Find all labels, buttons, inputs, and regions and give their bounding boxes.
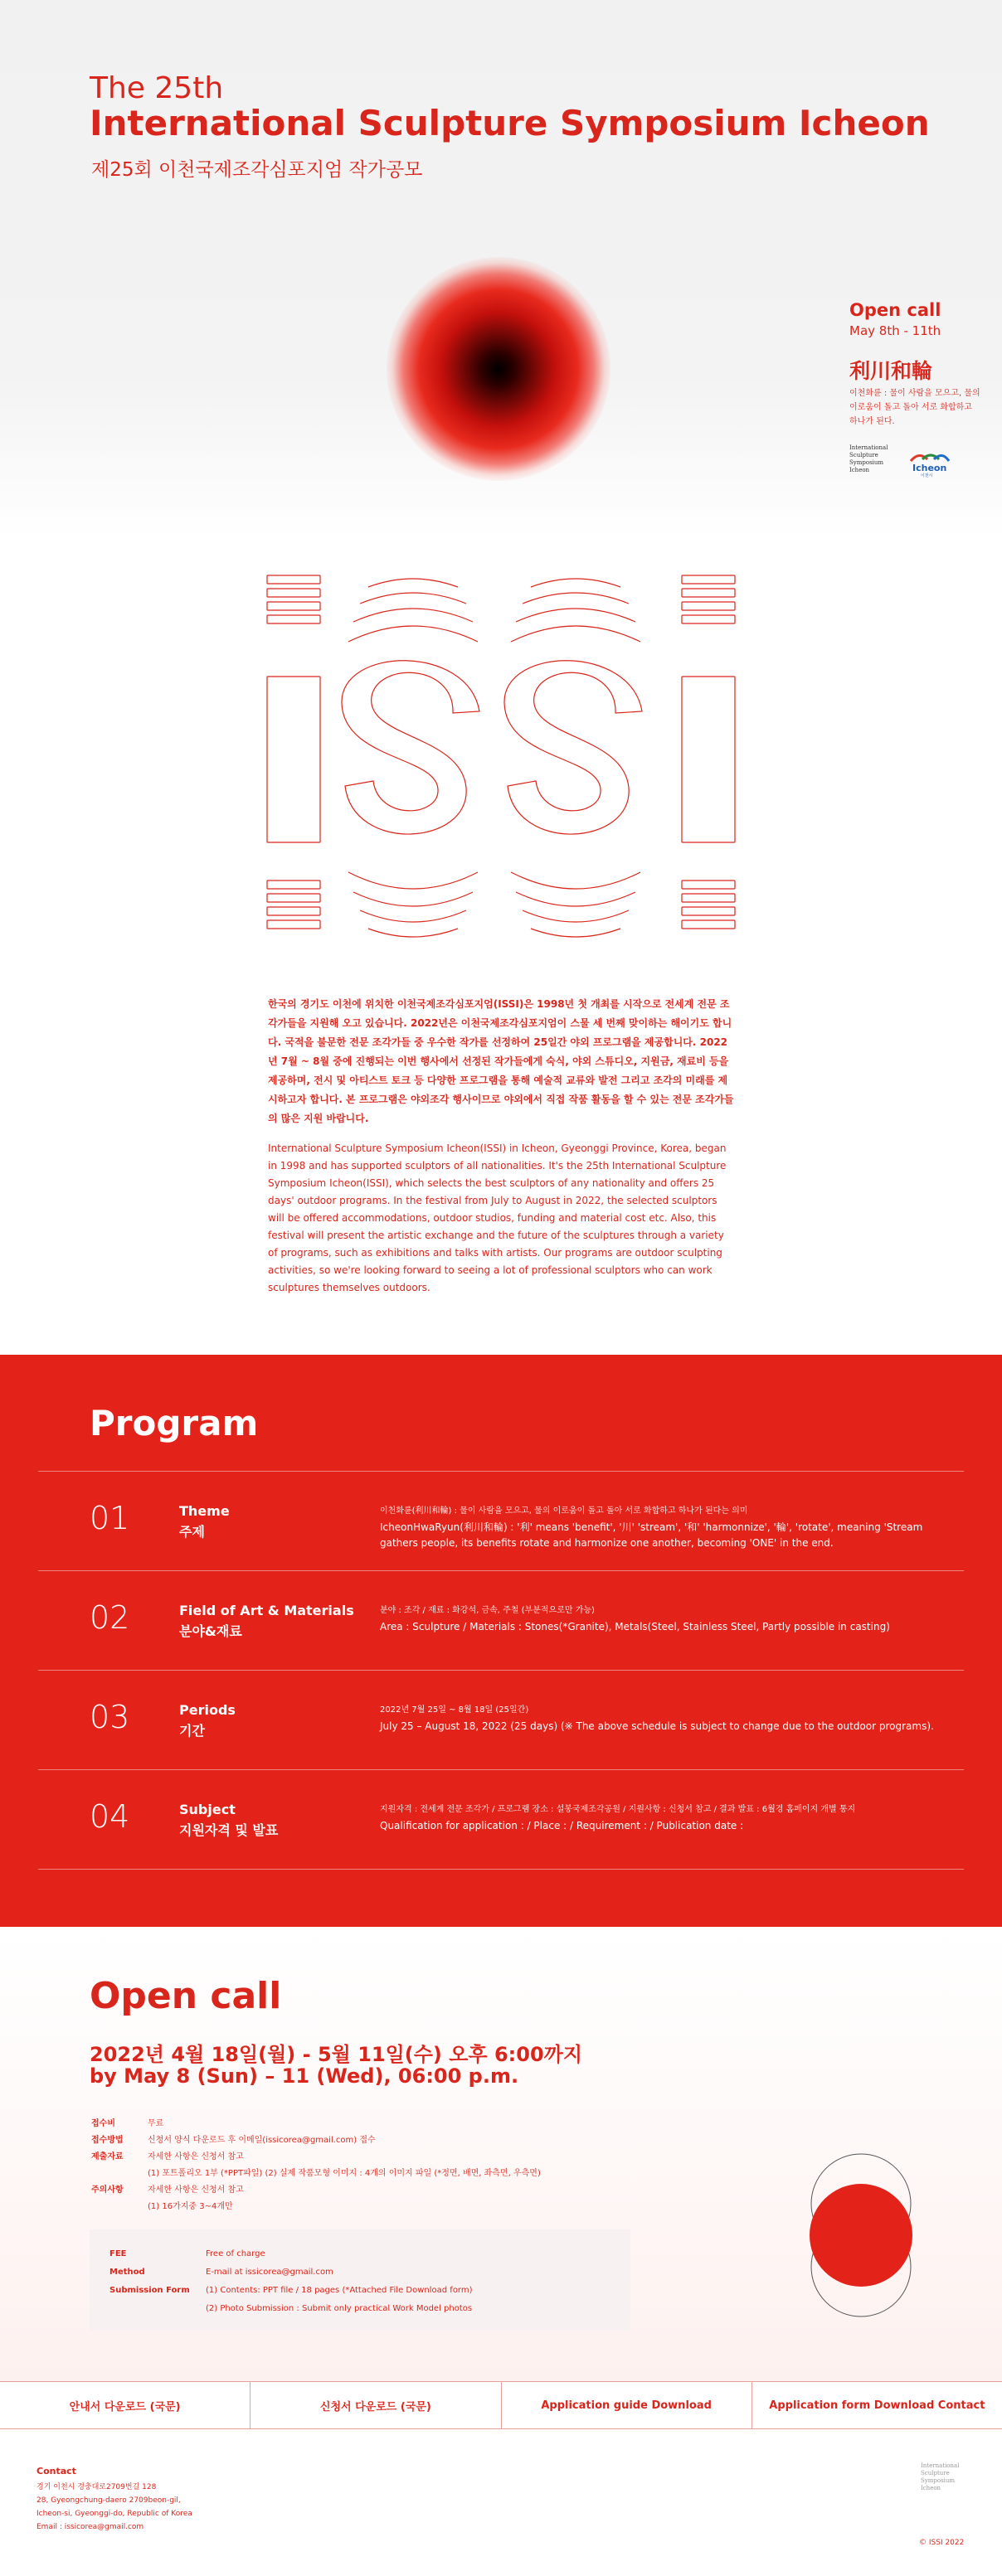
program-desc-ko: 분야 : 조각 / 재료 : 화강석, 금속, 주철 (부분적으로만 가능) (380, 1606, 595, 1615)
program-row-subject (38, 1769, 964, 1869)
info-value: 무료 (148, 2119, 164, 2128)
fee-value: Free of charge (206, 2249, 265, 2258)
issi-graphic-section (0, 539, 1002, 970)
info-value: (1) 포트폴리오 1부 (*PPT파일) (2) 실제 작품모형 이미지 : 4개의 이미지 파일 (*정면, 배면, 좌측면, 우측면) (148, 2169, 541, 2178)
hero-hanja-theme: 利川和輪 (849, 359, 933, 383)
program-desc-ko: 2022년 7월 25일 ~ 8월 18일 (25일간) (380, 1705, 529, 1715)
submission-form-value-2: (2) Photo Submission : Submit only practical Work Model photos (206, 2304, 473, 2313)
application-guide-download-link[interactable]: Application guide Download (502, 2382, 752, 2428)
sun-rings-icon (803, 2152, 919, 2318)
contact-address (36, 2481, 192, 2534)
program-desc-en: IcheonHwaRyun(利川和輪) : '利' means 'benefit', '川' 'stream', '和' 'harmonnize', '輪', 'rotate', meaning 'Stream gathers people, its benefits rotate and harmonize one another, becoming 'ONE' in the end. (380, 1521, 923, 1549)
issi-lettering-icon (262, 572, 740, 947)
form-download-korean-link[interactable]: 신청서 다운로드 (국문) (250, 2382, 501, 2428)
submission-form-value: (1) Contents: PPT file / 18 pages (*Attached File Download form) (206, 2286, 473, 2295)
program-title-ko: 주제 (179, 1524, 205, 1540)
info-value: 신청서 양식 다운로드 후 이메일(issicorea@gmail.com) 접수 (148, 2136, 376, 2145)
info-label: 접수방법 (91, 2136, 124, 2145)
program-row-periods (38, 1670, 964, 1769)
contact-email: Email : issicorea@gmail.com (36, 2523, 144, 2531)
address-korean: 경기 이천시 경충대로2709번길 128 (36, 2483, 157, 2491)
program-number: 01 (90, 1500, 130, 1536)
hero-title-edition: The 25th (90, 71, 224, 105)
open-call-date-korean: 2022년 4월 18일(월) - 5월 11일(수) 오후 6:00까지 (90, 2043, 583, 2066)
program-number: 03 (90, 1699, 130, 1735)
guide-download-korean-link[interactable]: 안내서 다운로드 (국문) (0, 2382, 250, 2428)
program-desc-en: Qualification for application : / Place : / Requirement : / Publication date : (380, 1820, 744, 1831)
program-section (0, 1355, 1002, 1927)
about-korean: 한국의 경기도 이천에 위치한 이천국제조각심포지엄(ISSI)은 1998년 첫 개최를 시작으로 전세계 전문 조각가들을 지원해 오고 있습니다. 2022년은 이천국제조각심포지엄이 스물 세 번째 맞이하는 해이기도 합니다. 국적을 불문한 전문 조각가들 중 우수한 작가를 선정하여 25일간 야외 프로그램을 제공합니다. 2022년 7월 ~ 8월 중에 진행되는 이번 행사에서 선정된 작가들에게 숙식, 야외 스튜디오, 지원금, 재료비 등을 제공하며, 전시 및 아티스트 토크 등 다양한 프로그램을 통해 예술적 교류와 발전 그리고 조각의 미래를 제시하고자 합니다. 본 프로그램은 야외조각 행사이므로 야외에서 직접 작품 활동을 할 수 있는 전문 조각가들의 많은 지원 바랍니다. (268, 998, 734, 1124)
contact-label: Contact (36, 2466, 76, 2477)
hero-hanja-description: 이천화륜 : 물이 사람을 모으고, 물의 이로움이 돌고 돌아 서로 화합하고 하나가 된다. (849, 389, 980, 426)
program-title-en: Field of Art & Materials (179, 1603, 354, 1618)
program-desc-en: July 25 – August 18, 2022 (25 days) (※ The above schedule is subject to change due to the outdoor programs). (380, 1720, 934, 1732)
fee-box (90, 2229, 630, 2331)
program-row-field (38, 1570, 964, 1670)
program-title-ko: 지원자격 및 발표 (179, 1822, 279, 1838)
program-number: 02 (90, 1599, 130, 1636)
open-call-title: Open call (90, 1975, 282, 2017)
application-form-download-link[interactable]: Application form Download Contact (769, 2399, 985, 2412)
program-number: 04 (90, 1798, 130, 1835)
copyright: © ISSI 2022 (919, 2539, 965, 2547)
program-divider (38, 1869, 964, 1870)
info-value: (1) 16가지중 3~4개만 (148, 2202, 233, 2211)
info-value: 자세한 사항은 신청서 참고 (148, 2152, 244, 2161)
open-call-date-english: by May 8 (Sun) – 11 (Wed), 06:00 p.m. (90, 2064, 519, 2088)
info-label: 주의사항 (91, 2185, 124, 2195)
fee-label: FEE (109, 2249, 127, 2258)
hero-title: International Sculpture Symposium Icheon (90, 103, 930, 143)
about-section (0, 970, 1002, 1355)
open-call-section (0, 1927, 1002, 2381)
method-label: Method (109, 2268, 145, 2277)
hero-section (0, 0, 1002, 539)
footer-issi-logo: International Sculpture Symposium Icheon (921, 2462, 960, 2491)
hero-open-date: May 8th - 11th (849, 323, 941, 338)
program-row-theme (38, 1471, 964, 1570)
program-desc-en: Area : Sculpture / Materials : Stones(*Granite), Metals(Steel, Stainless Steel, Partly possible in casting) (380, 1621, 890, 1632)
program-title-en: Periods (179, 1702, 236, 1718)
about-english: International Sculpture Symposium Icheon(ISSI) in Icheon, Gyeonggi Province, Korea, began in 1998 and has supported sculptors of all nationalities. It's the 25th International Sculpture Symposium Icheon(ISSI), which selects the best sculptors of any nationality and offers 25 days' outdoor programs. In the festival from July to August in 2022, the selected sculptors will be offered accommodations, outdoor studios, funding and material cost etc. Also, this festival will present the artistic exchange and the future of the sculptures through a variety of programs, such as exhibitions and talks with artists. Our programs are outdoor sculpting activities, so we're looking forward to seeing a lot of professional sculptors who can work sculptures themselves outdoors. (268, 1142, 727, 1293)
hero-open-call: Open call (849, 300, 941, 320)
hero-title-korean: 제25회 이천국제조각심포지엄 작가공모 (91, 159, 423, 181)
red-gradient-orb-icon (387, 257, 610, 481)
info-value: 자세한 사항은 신청서 참고 (148, 2185, 244, 2195)
program-title-ko: 분야&재료 (179, 1623, 242, 1639)
address-english-line1: 28, Gyeongchung-daero 2709beon-gil, (36, 2496, 181, 2505)
info-label: 제출자료 (91, 2152, 124, 2161)
program-title-en: Subject (179, 1802, 236, 1817)
icheon-city-logo (906, 449, 952, 478)
method-value: E-mail at issicorea@gmail.com (206, 2268, 333, 2277)
program-desc-ko: 이천화륜(利川和輪) : 물이 사람을 모으고, 물의 이로움이 돌고 돌아 서로 화합하고 하나가 된다는 의미 (380, 1506, 748, 1516)
program-title-en: Theme (179, 1503, 230, 1519)
footer (0, 2429, 1002, 2576)
info-label: 접수비 (91, 2119, 115, 2128)
program-title-ko: 기간 (179, 1723, 205, 1739)
icheon-logo-subtext: 이천시 (921, 473, 933, 478)
submission-form-label: Submission Form (109, 2286, 190, 2295)
program-desc-ko: 지원자격 : 전세계 전문 조각가 / 프로그램 장소 : 설봉국제조각공원 / 지원사항 : 신청서 참고 / 결과 발표 : 6월경 홈페이지 개별 통지 (380, 1805, 856, 1814)
icheon-logo-text: Icheon (912, 463, 947, 473)
issi-logo: International Sculpture Symposium Icheon (849, 444, 888, 473)
program-title: Program (90, 1403, 259, 1443)
download-links (0, 2381, 1002, 2429)
address-english-line2: Icheon-si, Gyeonggi-do, Republic of Korea (36, 2510, 192, 2518)
